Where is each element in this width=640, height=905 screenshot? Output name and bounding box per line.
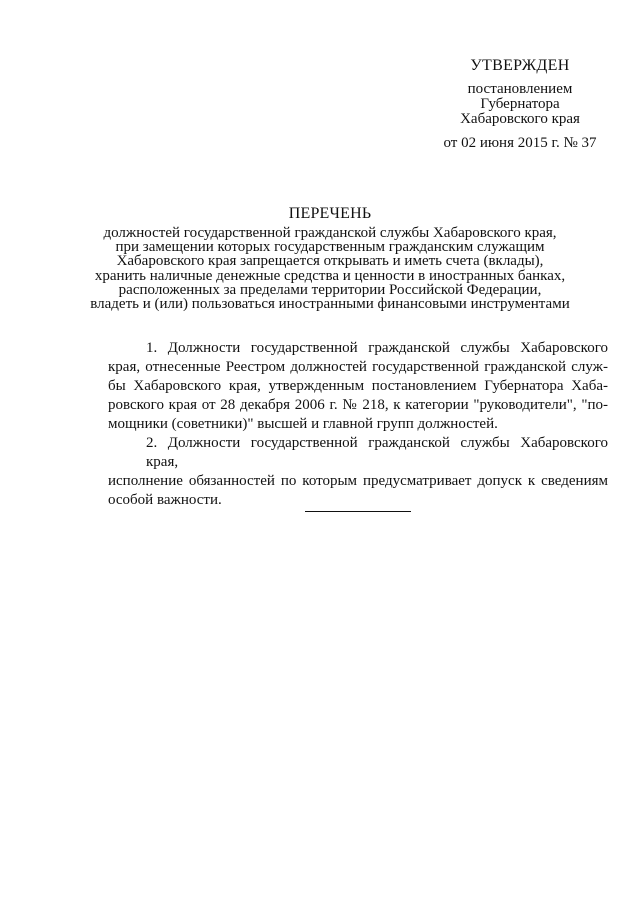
document-title: ПЕРЕЧЕНЬ xyxy=(288,205,372,222)
paragraph-line: 2. Должности государственной гражданской службы Хабаровского края, xyxy=(146,435,608,470)
paragraph-line: ровского края от 28 декабря 2006 г. № 218, к категории "руководители", "по- xyxy=(108,397,608,413)
document-subtitle xyxy=(60,226,600,311)
document-body xyxy=(108,339,608,510)
paragraph-line: бы Хабаровского края, утвержденным постановлением Губернатора Хаба- xyxy=(108,378,608,394)
paragraph-line: края, отнесенные Реестром должностей государственной гражданской служ- xyxy=(108,359,608,375)
paragraph-line: 1. Должности государственной гражданской службы Хабаровского xyxy=(146,340,608,356)
subtitle-line: расположенных за пределами территории Российской Федерации, xyxy=(118,281,542,298)
list-item-2 xyxy=(108,434,608,510)
paragraph-line: исполнение обязанностей по которым предусматривает допуск к сведениям xyxy=(108,473,608,489)
paragraph-line: мощники (советники)" высшей и главной групп должностей. xyxy=(108,416,498,432)
end-separator-line xyxy=(305,511,411,512)
subtitle-line: при замещении которых государственным гражданским служащим xyxy=(115,239,545,256)
approval-line-3: Хабаровского края xyxy=(460,111,580,127)
subtitle-line: хранить наличные денежные средства и ценности в иностранных банках, xyxy=(94,267,566,284)
approved-label: УТВЕРЖДЕН xyxy=(470,57,570,74)
approval-stamp xyxy=(420,58,620,151)
approval-line-1: постановлением xyxy=(467,81,573,97)
subtitle-line: должностей государственной гражданской службы Хабаровского края, xyxy=(103,225,557,241)
approval-line-2: Губернатора xyxy=(480,96,560,112)
approval-date: от 02 июня 2015 г. № 37 xyxy=(443,135,597,151)
paragraph-line: особой важности. xyxy=(108,492,222,508)
subtitle-line: Хабаровского края запрещается открывать и иметь счета (вклады), xyxy=(116,253,544,270)
list-item-1 xyxy=(108,339,608,434)
subtitle-line: владеть и (или) пользоваться иностранными финансовыми инструментами xyxy=(90,296,570,313)
